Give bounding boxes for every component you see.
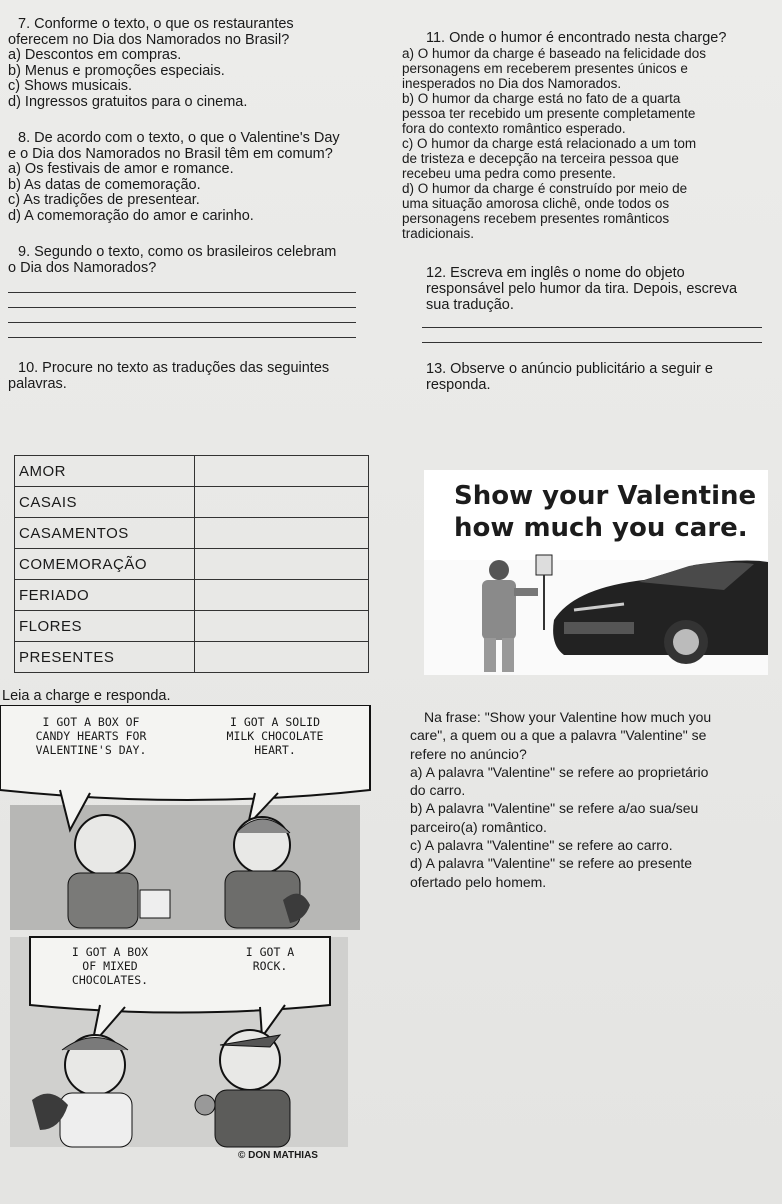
question-7 xyxy=(8,16,380,110)
ad-headline-line2: how much you care. xyxy=(454,513,748,543)
word-cell: AMOR xyxy=(15,456,195,487)
balloon-1-line: VALENTINE'S DAY. xyxy=(35,743,147,757)
balloon-4 xyxy=(210,945,330,973)
q9-answer-line[interactable] xyxy=(8,292,356,293)
ad-photo xyxy=(424,470,768,675)
balloon-1-line: CANDY HEARTS FOR xyxy=(35,729,147,743)
q11-a-2: personagens em receberem presentes únicos e xyxy=(402,61,688,76)
q8-line1: 8. De acordo com o texto, o que o Valentine's Day xyxy=(18,130,340,146)
word-cell: FLORES xyxy=(15,611,195,642)
q11-line1: 11. Onde o humor é encontrado nesta charge? xyxy=(426,30,727,46)
q11-b-2: pessoa ter recebido um presente completamente xyxy=(402,106,696,121)
balloon-1 xyxy=(6,715,176,757)
translation-cell[interactable] xyxy=(195,487,369,518)
balloon-4-line: I GOT A xyxy=(245,945,295,959)
balloon-3-line: OF MIXED xyxy=(82,959,138,973)
q8-line2: e o Dia dos Namorados no Brasil têm em comum? xyxy=(8,146,333,162)
comic-strip xyxy=(0,705,380,1175)
q12-line1: 12. Escreva em inglês o nome do objeto xyxy=(426,265,685,281)
q13-body xyxy=(410,708,778,891)
q13-d-2: ofertado pelo homem. xyxy=(410,873,547,890)
q10-line2: palavras. xyxy=(8,376,67,392)
table-row xyxy=(15,611,369,642)
q11-c-1: c) O humor da charge está relacionado a um tom xyxy=(402,136,697,151)
q12-line2: responsável pelo humor da tira. Depois, escreva xyxy=(426,281,738,297)
q13-text-1: Na frase: "Show your Valentine how much you xyxy=(424,709,712,725)
table-row xyxy=(15,456,369,487)
table-row xyxy=(15,580,369,611)
q7-option-b: b) Menus e promoções especiais. xyxy=(8,62,225,79)
balloon-4-line: ROCK. xyxy=(252,959,288,973)
q11-d-3: personagens recebem presentes românticos xyxy=(402,211,670,226)
q13-d-1: d) A palavra "Valentine" se refere ao presente xyxy=(410,855,693,872)
word-cell: CASAMENTOS xyxy=(15,518,195,549)
translation-cell[interactable] xyxy=(195,549,369,580)
balloon-3-line: I GOT A BOX xyxy=(71,945,149,959)
question-8 xyxy=(8,130,380,224)
question-11 xyxy=(402,30,774,241)
q11-c-3: recebeu uma pedra como presente. xyxy=(402,166,616,181)
balloon-3-line: CHOCOLATES. xyxy=(71,973,149,987)
balloon-2-line: HEART. xyxy=(254,743,296,757)
q11-d-4: tradicionais. xyxy=(402,226,475,241)
q11-options xyxy=(402,46,774,241)
q8-option-c: c) As tradições de presentear. xyxy=(8,192,200,208)
word-cell: CASAIS xyxy=(15,487,195,518)
q12-answer-line[interactable] xyxy=(422,342,762,343)
balloon-1-line: I GOT A BOX OF xyxy=(42,715,140,729)
q9-answer-line[interactable] xyxy=(8,322,356,323)
table-row xyxy=(15,487,369,518)
translation-cell[interactable] xyxy=(195,518,369,549)
word-cell: COMEMORAÇÃO xyxy=(15,549,195,580)
right-column xyxy=(402,30,774,393)
q11-d-2: uma situação amorosa clichê, onde todos os xyxy=(402,196,670,211)
translation-cell[interactable] xyxy=(195,456,369,487)
translation-cell[interactable] xyxy=(195,642,369,673)
q8-option-d: d) A comemoração do amor e carinho. xyxy=(8,207,254,224)
comic-art xyxy=(0,705,380,1175)
q7-option-d: d) Ingressos gratuitos para o cinema. xyxy=(8,93,248,110)
word-cell: FERIADO xyxy=(15,580,195,611)
q13-b-2: parceiro(a) romântico. xyxy=(410,818,547,835)
car-advertisement xyxy=(424,470,768,675)
q7-option-a: a) Descontos em compras. xyxy=(8,47,182,63)
table-row xyxy=(15,549,369,580)
comic-intro: Leia a charge e responda. xyxy=(2,688,171,704)
q7-line1: 7. Conforme o texto, o que os restaurantes xyxy=(18,16,294,32)
vocabulary-table xyxy=(14,455,369,673)
q9-line2: o Dia dos Namorados? xyxy=(8,260,157,276)
q13-b-1: b) A palavra "Valentine" se refere a/ao sua/seu xyxy=(410,800,699,817)
q12-answer-line[interactable] xyxy=(422,327,762,328)
q9-answer-line[interactable] xyxy=(8,307,356,308)
q10-line1: 10. Procure no texto as traduções das seguintes xyxy=(18,360,330,376)
word-cell: PRESENTES xyxy=(15,642,195,673)
table-row xyxy=(15,642,369,673)
question-13 xyxy=(402,361,774,393)
sign-icon xyxy=(536,555,552,575)
q9-line1: 9. Segundo o texto, como os brasileiros celebram xyxy=(18,244,337,260)
balloon-2 xyxy=(190,715,360,757)
q13-line1: 13. Observe o anúncio publicitário a seguir e xyxy=(426,361,713,377)
q13-text-2: care", a quem ou a que a palavra "Valentine" se xyxy=(410,727,707,744)
left-column xyxy=(8,16,380,392)
q11-a-1: a) O humor da charge é baseado na felicidade dos xyxy=(402,46,706,61)
candy-box-icon xyxy=(140,890,170,918)
kid-1 xyxy=(75,815,135,875)
q13-a-1: a) A palavra "Valentine" se refere ao proprietário xyxy=(410,763,709,780)
q7-option-c: c) Shows musicais. xyxy=(8,78,133,94)
comic-credit: © DON MATHIAS xyxy=(238,1150,318,1161)
balloon-2-line: I GOT A SOLID xyxy=(229,715,320,729)
q9-answer-line[interactable] xyxy=(8,337,356,338)
rock-icon xyxy=(195,1095,215,1115)
q11-b-3: fora do contexto romântico esperado. xyxy=(402,121,626,136)
translation-cell[interactable] xyxy=(195,611,369,642)
balloon-2-line: MILK CHOCOLATE xyxy=(226,729,324,743)
q13-text-3: refere no anúncio? xyxy=(410,745,527,762)
translation-cell[interactable] xyxy=(195,580,369,611)
balloon-3 xyxy=(40,945,180,987)
q13-c-1: c) A palavra "Valentine" se refere ao carro. xyxy=(410,837,673,854)
q13-a-2: do carro. xyxy=(410,782,466,799)
q11-a-3: inesperados no Dia dos Namorados. xyxy=(402,76,622,91)
question-9 xyxy=(8,244,380,338)
ad-headline-line1: Show your Valentine xyxy=(454,481,757,511)
question-10 xyxy=(8,360,380,392)
q8-option-b: b) As datas de comemoração. xyxy=(8,176,201,193)
q11-c-2: de tristeza e decepção na terceira pessoa que xyxy=(402,151,679,166)
q7-line2: oferecem no Dia dos Namorados no Brasil? xyxy=(8,32,290,48)
q8-option-a: a) Os festivais de amor e romance. xyxy=(8,161,234,177)
q11-d-1: d) O humor da charge é construído por meio de xyxy=(402,181,688,196)
q12-line3: sua tradução. xyxy=(426,297,514,313)
q13-line2: responda. xyxy=(426,377,491,393)
table-row xyxy=(15,518,369,549)
q11-b-1: b) O humor da charge está no fato de a quarta xyxy=(402,91,681,106)
question-12 xyxy=(402,265,774,343)
